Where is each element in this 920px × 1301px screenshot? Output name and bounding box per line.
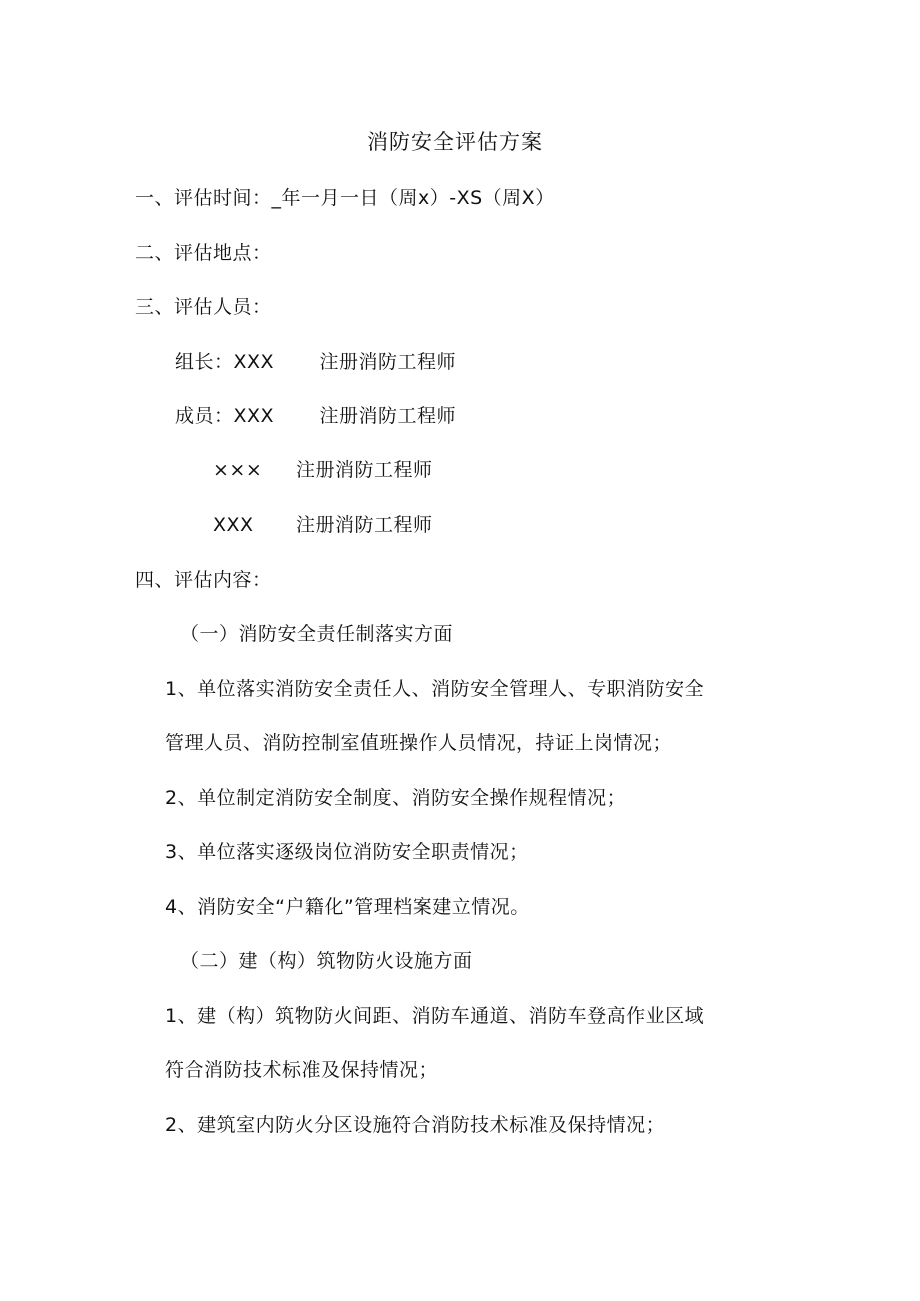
member2-role: 注册消防工程师 xyxy=(296,459,433,481)
part1-item1-line2: 管理人员、消防控制室值班操作人员情况，持证上岗情况； xyxy=(165,732,673,754)
section-personnel-heading: 三、评估人员： xyxy=(135,296,272,318)
part1-heading: （一）消防安全责任制落实方面 xyxy=(180,623,454,645)
member1-role: 注册消防工程师 xyxy=(319,405,457,427)
part2-heading: （二）建（构）筑物防火设施方面 xyxy=(180,950,473,972)
leader-name: XXX xyxy=(233,351,275,373)
personnel-leader-row xyxy=(175,350,456,374)
part1-item4: 4、消防安全“户籍化”管理档案建立情况。 xyxy=(165,896,530,918)
section-time: 一、评估时间：_年一月一日（周x）-XS（周X） xyxy=(135,187,555,209)
part1-item2: 2、单位制定消防安全制度、消防安全操作规程情况； xyxy=(165,787,627,809)
part1-item1-line1: 1、单位落实消防安全责任人、消防安全管理人、专职消防安全 xyxy=(165,678,705,700)
leader-prefix: 组长： xyxy=(175,351,234,373)
personnel-member1-row xyxy=(175,404,456,428)
part2-item2: 2、建筑室内防火分区设施符合消防技术标准及保持情况； xyxy=(165,1114,666,1136)
section-content-heading: 四、评估内容： xyxy=(135,569,272,591)
part1-item3: 3、单位落实逐级岗位消防安全职责情况； xyxy=(165,841,529,863)
member1-name: XXX xyxy=(233,405,275,427)
member3-name: XXX xyxy=(213,514,254,536)
member-prefix: 成员： xyxy=(175,405,234,427)
member3-role: 注册消防工程师 xyxy=(296,514,433,536)
section-place: 二、评估地点： xyxy=(135,242,272,264)
document-title: 消防安全评估方案 xyxy=(367,130,543,154)
member2-name: ××× xyxy=(213,459,263,481)
leader-role: 注册消防工程师 xyxy=(319,351,457,373)
personnel-member2-row xyxy=(213,458,433,482)
part2-item1-line1: 1、建（构）筑物防火间距、消防车通道、消防车登高作业区域 xyxy=(165,1005,705,1027)
part2-item1-line2: 符合消防技术标准及保持情况； xyxy=(165,1059,439,1081)
personnel-member3-row xyxy=(213,513,433,537)
